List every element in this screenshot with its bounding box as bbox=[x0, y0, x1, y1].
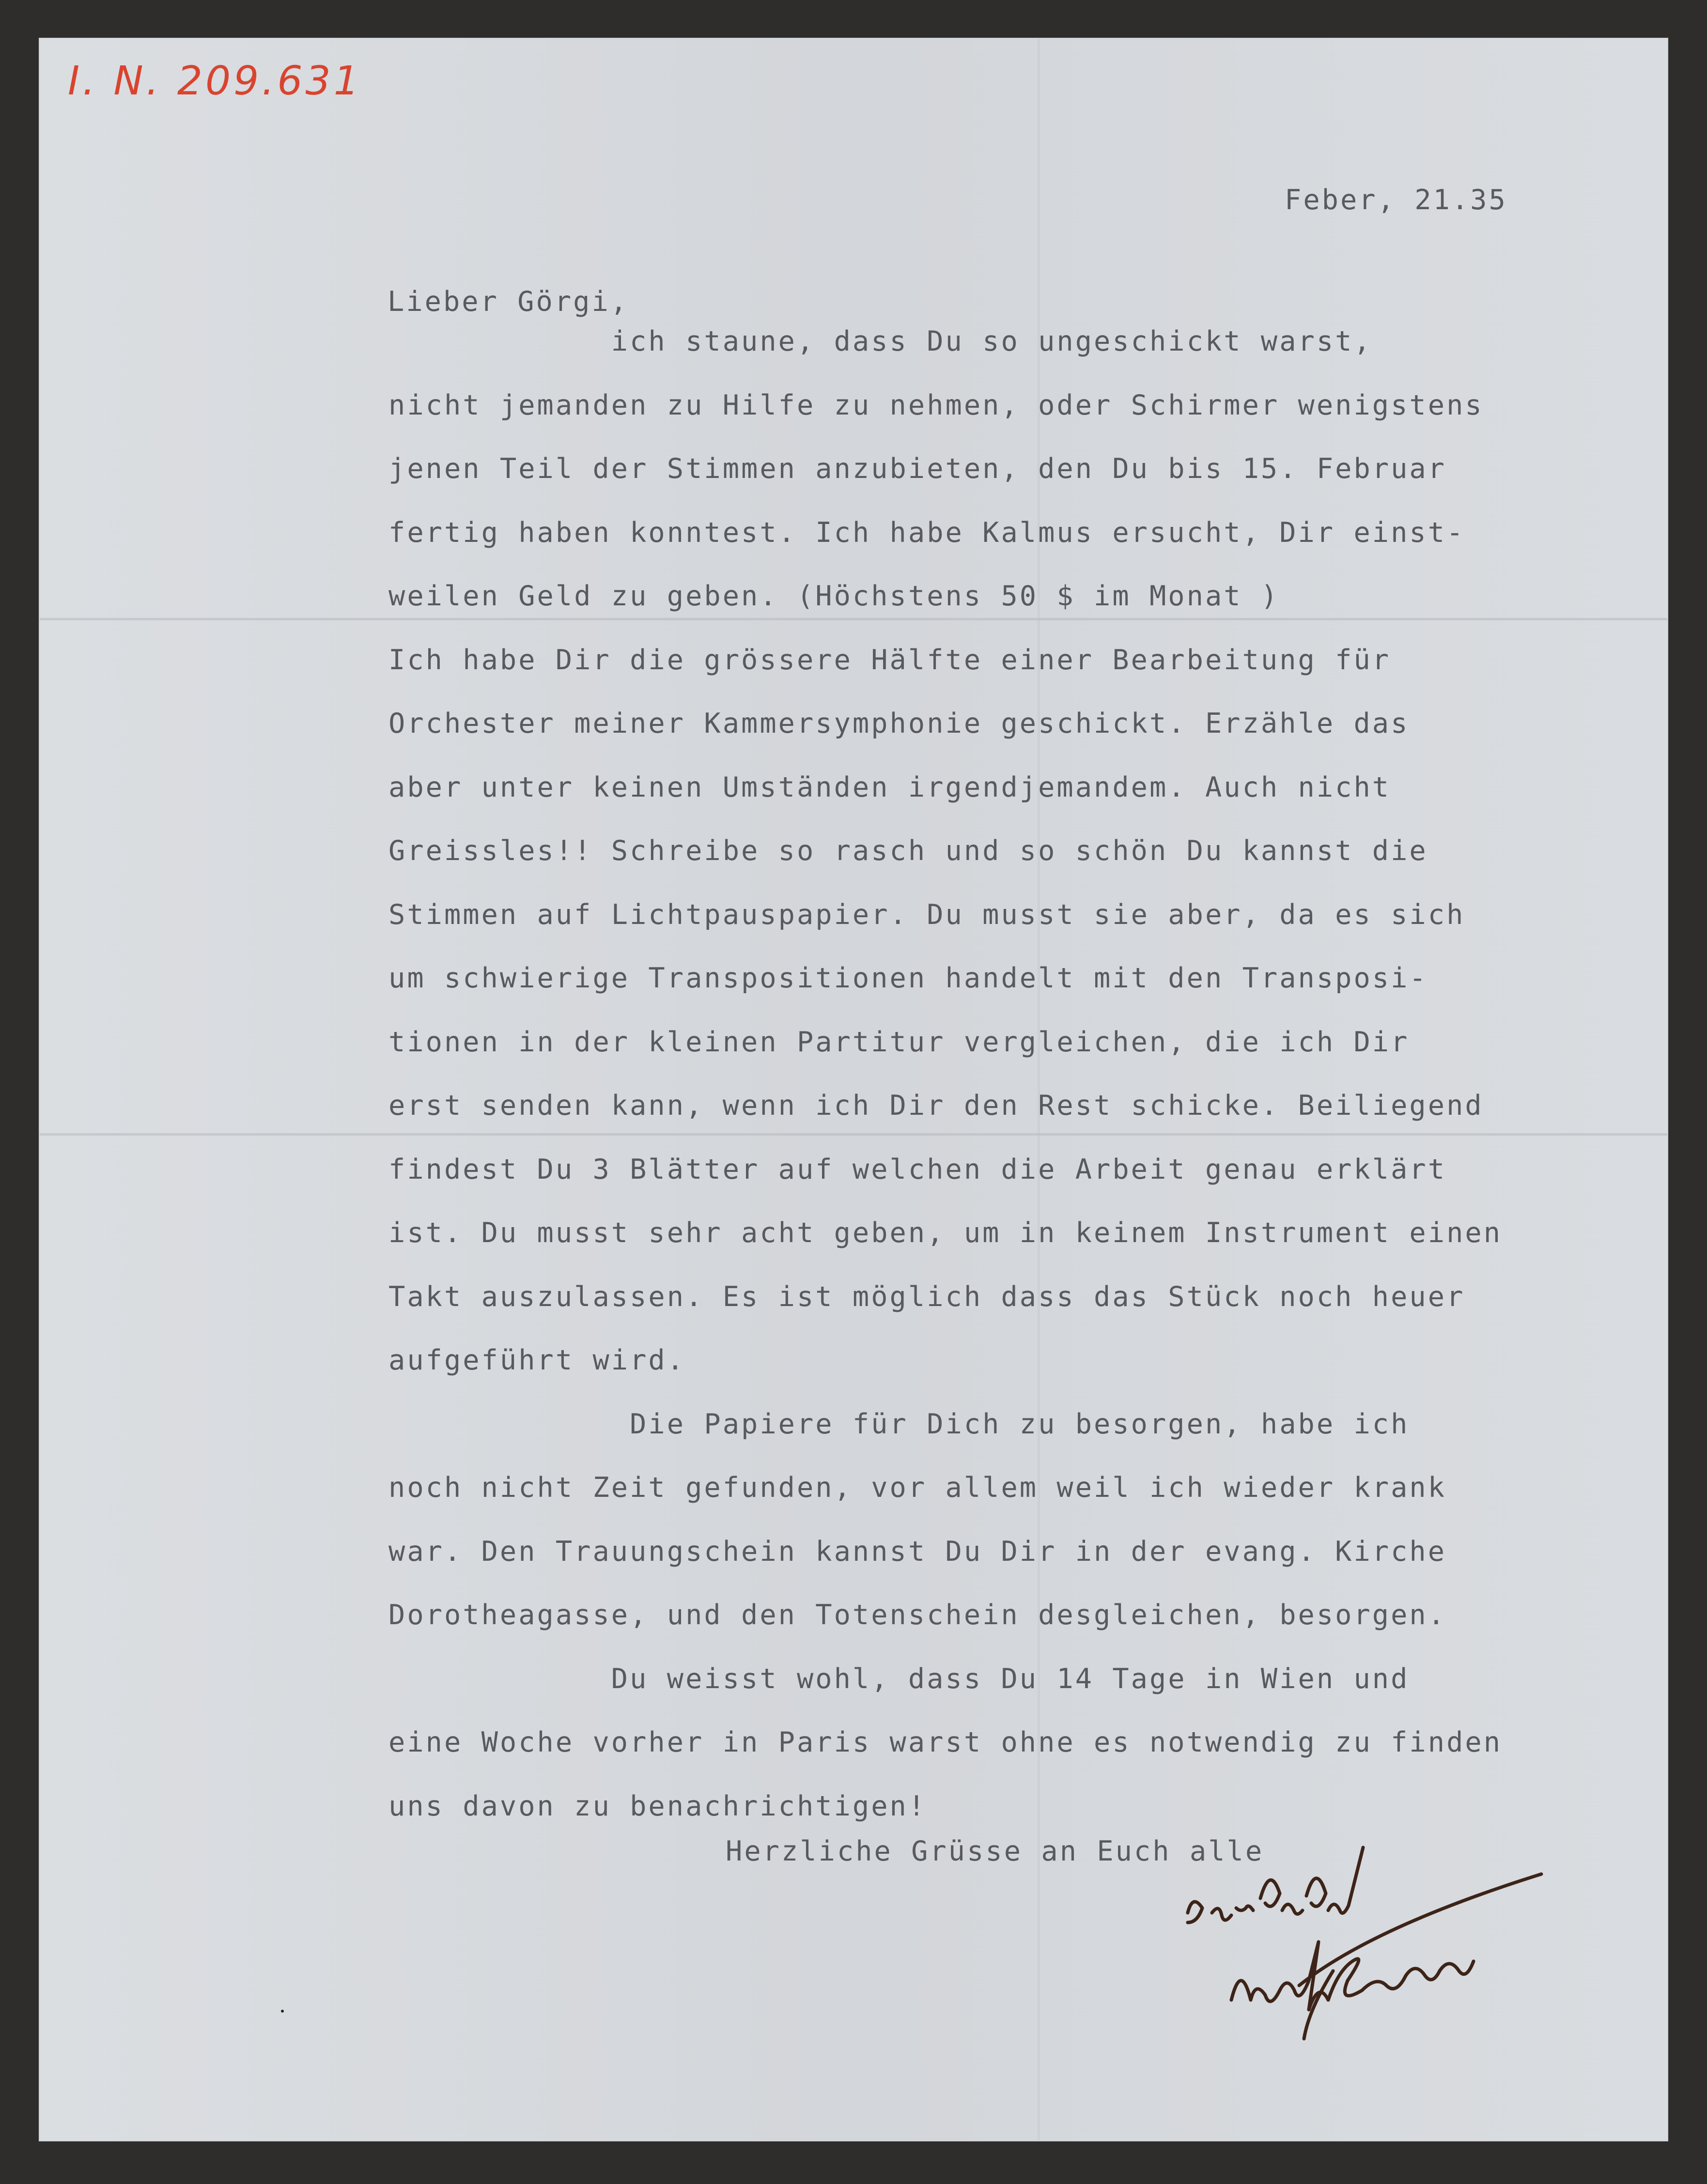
body-line: jenen Teil der Stimmen anzubieten, den Du bis 15. Februar bbox=[388, 453, 1447, 485]
body-line: tionen in der kleinen Partitur vergleichen, die ich Dir bbox=[388, 1026, 1410, 1058]
closing-line: Herzliche Grüsse an Euch alle bbox=[726, 1835, 1264, 1867]
body-line: noch nicht Zeit gefunden, vor allem weil ich wieder krank bbox=[388, 1472, 1447, 1504]
body-line: Die Papiere für Dich zu besorgen, habe ich bbox=[388, 1408, 1410, 1440]
body-line: uns davon zu benachrichtigen! bbox=[388, 1790, 927, 1822]
handwritten-signature bbox=[1183, 1840, 1551, 2044]
body-line: ich staune, dass Du so ungeschickt warst, bbox=[388, 325, 1372, 357]
body-line: um schwierige Transpositionen handelt mit den Transposi- bbox=[388, 962, 1428, 994]
body-line: findest Du 3 Blätter auf welchen die Arbeit genau erklärt bbox=[388, 1153, 1447, 1185]
body-line: aufgeführt wird. bbox=[388, 1344, 686, 1376]
archive-inventory-number: I. N. 209.631 bbox=[68, 58, 362, 104]
body-line: nicht jemanden zu Hilfe zu nehmen, oder Schirmer wenigstens bbox=[388, 389, 1484, 421]
body-line: Dorotheagasse, und den Totenschein desgleichen, besorgen. bbox=[388, 1599, 1447, 1631]
salutation: Lieber Görgi, bbox=[388, 286, 629, 318]
body-line: Takt auszulassen. Es ist möglich dass das Stück noch heuer bbox=[388, 1280, 1465, 1313]
body-line: Orchester meiner Kammersymphonie geschickt. Erzähle das bbox=[388, 707, 1410, 739]
body-line: aber unter keinen Umständen irgendjemandem. Auch nicht bbox=[388, 771, 1391, 803]
body-line: Ich habe Dir die grössere Hälfte einer Bearbeitung für bbox=[388, 644, 1391, 676]
letter-date: Feber, 21.35 bbox=[1285, 184, 1507, 216]
letter-body bbox=[388, 310, 1502, 1838]
body-line: eine Woche vorher in Paris warst ohne es notwendig zu finden bbox=[388, 1726, 1503, 1758]
body-line: Stimmen auf Lichtpauspapier. Du musst sie aber, da es sich bbox=[388, 898, 1465, 931]
body-line: fertig haben konntest. Ich habe Kalmus ersucht, Dir einst- bbox=[388, 516, 1465, 549]
body-line: Du weisst wohl, dass Du 14 Tage in Wien und bbox=[388, 1662, 1410, 1695]
body-line: war. Den Trauungschein kannst Du Dir in der evang. Kirche bbox=[388, 1535, 1447, 1568]
body-line: ist. Du musst sehr acht geben, um in keinem Instrument einen bbox=[388, 1217, 1503, 1249]
body-line: weilen Geld zu geben. (Höchstens 50 $ im Monat ) bbox=[388, 580, 1280, 612]
body-line: erst senden kann, wenn ich Dir den Rest schicke. Beiliegend bbox=[388, 1090, 1484, 1122]
body-line: Greissles!! Schreibe so rasch und so schön Du kannst die bbox=[388, 835, 1428, 867]
letter-sheet bbox=[40, 39, 1667, 2140]
paper-speck bbox=[281, 2010, 284, 2013]
